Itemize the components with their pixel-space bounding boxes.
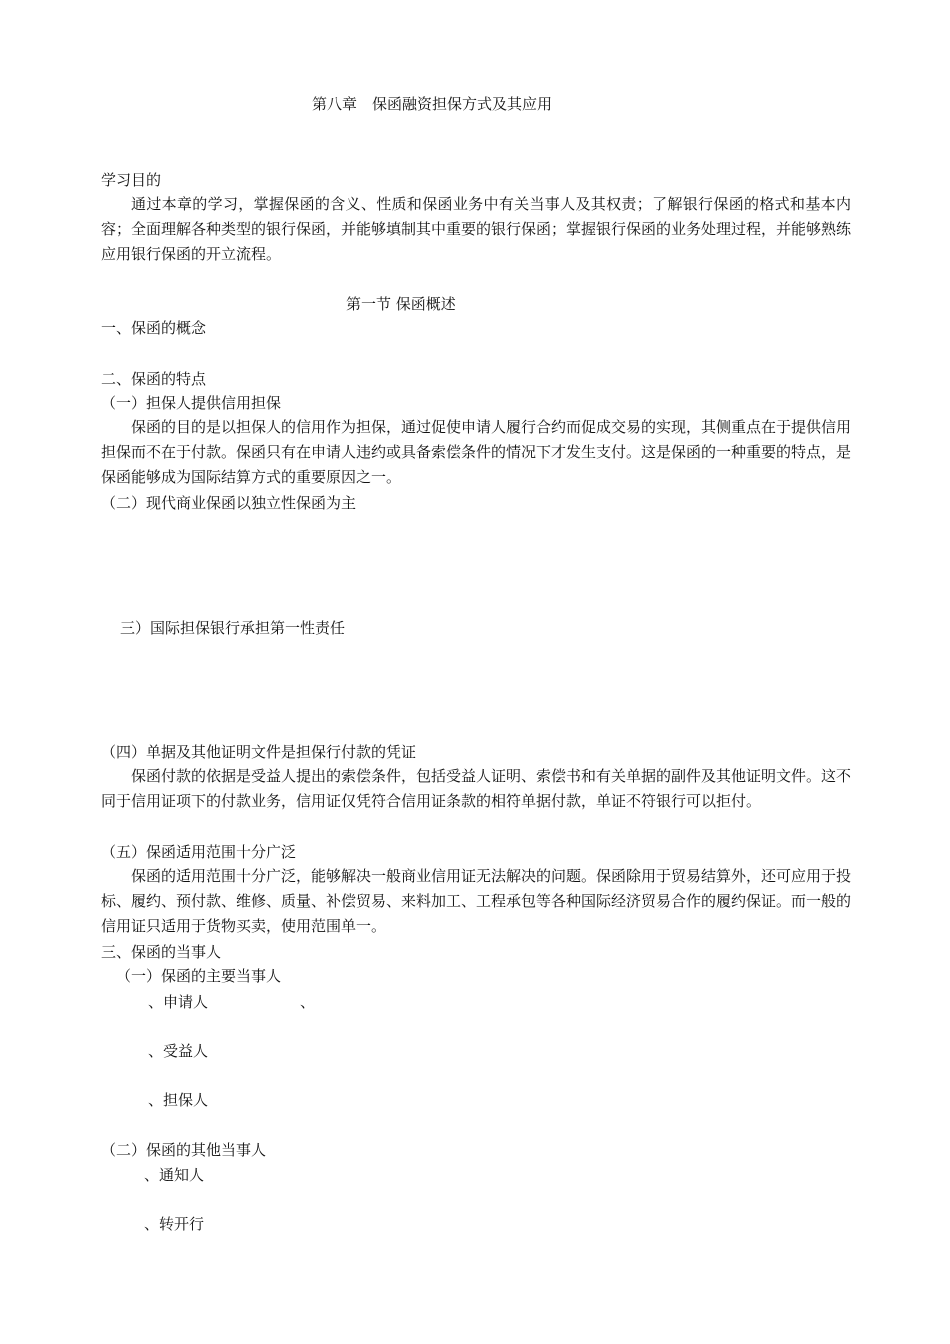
section-title: 第一节 保函概述 xyxy=(346,295,456,313)
parties-2-item-advising: 、通知人 xyxy=(144,1166,205,1184)
heading-features: 二、保函的特点 xyxy=(101,370,207,388)
feature-3-heading: 三）国际担保银行承担第一性责任 xyxy=(120,619,346,637)
feature-4-heading: （四）单据及其他证明文件是担保行付款的凭证 xyxy=(101,743,417,761)
parties-1-item-applicant-tail: 、 xyxy=(300,993,316,1011)
objective-paragraph: 通过本章的学习，掌握保函的含义、性质和保函业务中有关当事人及其权责；了解银行保函的格式和基本内容；全面理解各种类型的银行保函，并能够填制其中重要的银行保函；掌握银行保函的业务处理过程，并能够熟练应用银行保函的开立流程。 xyxy=(101,195,852,263)
feature-2-heading: （二）现代商业保函以独立性保函为主 xyxy=(101,494,357,512)
feature-5-paragraph: 保函的适用范围十分广泛，能够解决一般商业信用证无法解决的问题。保函除用于贸易结算外，还可应用于投标、履约、预付款、维修、质量、补偿贸易、来料加工、工程承包等各种国际经济贸易合作的履约保证。而一般的信用证只适用于货物买卖，使用范围单一。 xyxy=(101,867,852,935)
feature-4-paragraph: 保函付款的依据是受益人提出的索偿条件，包括受益人证明、索偿书和有关单据的副件及其他证明文件。这不同于信用证项下的付款业务，信用证仅凭符合信用证条款的相符单据付款，单证不符银行可以拒付。 xyxy=(101,767,852,810)
heading-parties: 三、保函的当事人 xyxy=(101,943,222,961)
feature-5-heading: （五）保函适用范围十分广泛 xyxy=(101,843,297,861)
parties-1-heading: （一）保函的主要当事人 xyxy=(116,967,282,985)
parties-2-heading: （二）保函的其他当事人 xyxy=(101,1141,267,1159)
heading-concept: 一、保函的概念 xyxy=(101,319,207,337)
feature-1-heading: （一）担保人提供信用担保 xyxy=(101,394,282,412)
parties-1-item-beneficiary: 、受益人 xyxy=(148,1042,209,1060)
parties-1-item-applicant: 、申请人 xyxy=(148,993,209,1011)
parties-2-item-reissuing: 、转开行 xyxy=(144,1215,205,1233)
chapter-title: 第八章 保函融资担保方式及其应用 xyxy=(312,95,553,113)
parties-1-item-guarantor: 、担保人 xyxy=(148,1091,209,1109)
feature-1-paragraph: 保函的目的是以担保人的信用作为担保，通过促使申请人履行合约而促成交易的实现，其侧重点在于提供信用担保而不在于付款。保函只有在申请人违约或具备索偿条件的情况下才发生支付。这是保函的一种重要的特点，是保函能够成为国际结算方式的重要原因之一。 xyxy=(101,418,852,486)
objective-heading: 学习目的 xyxy=(101,171,162,189)
